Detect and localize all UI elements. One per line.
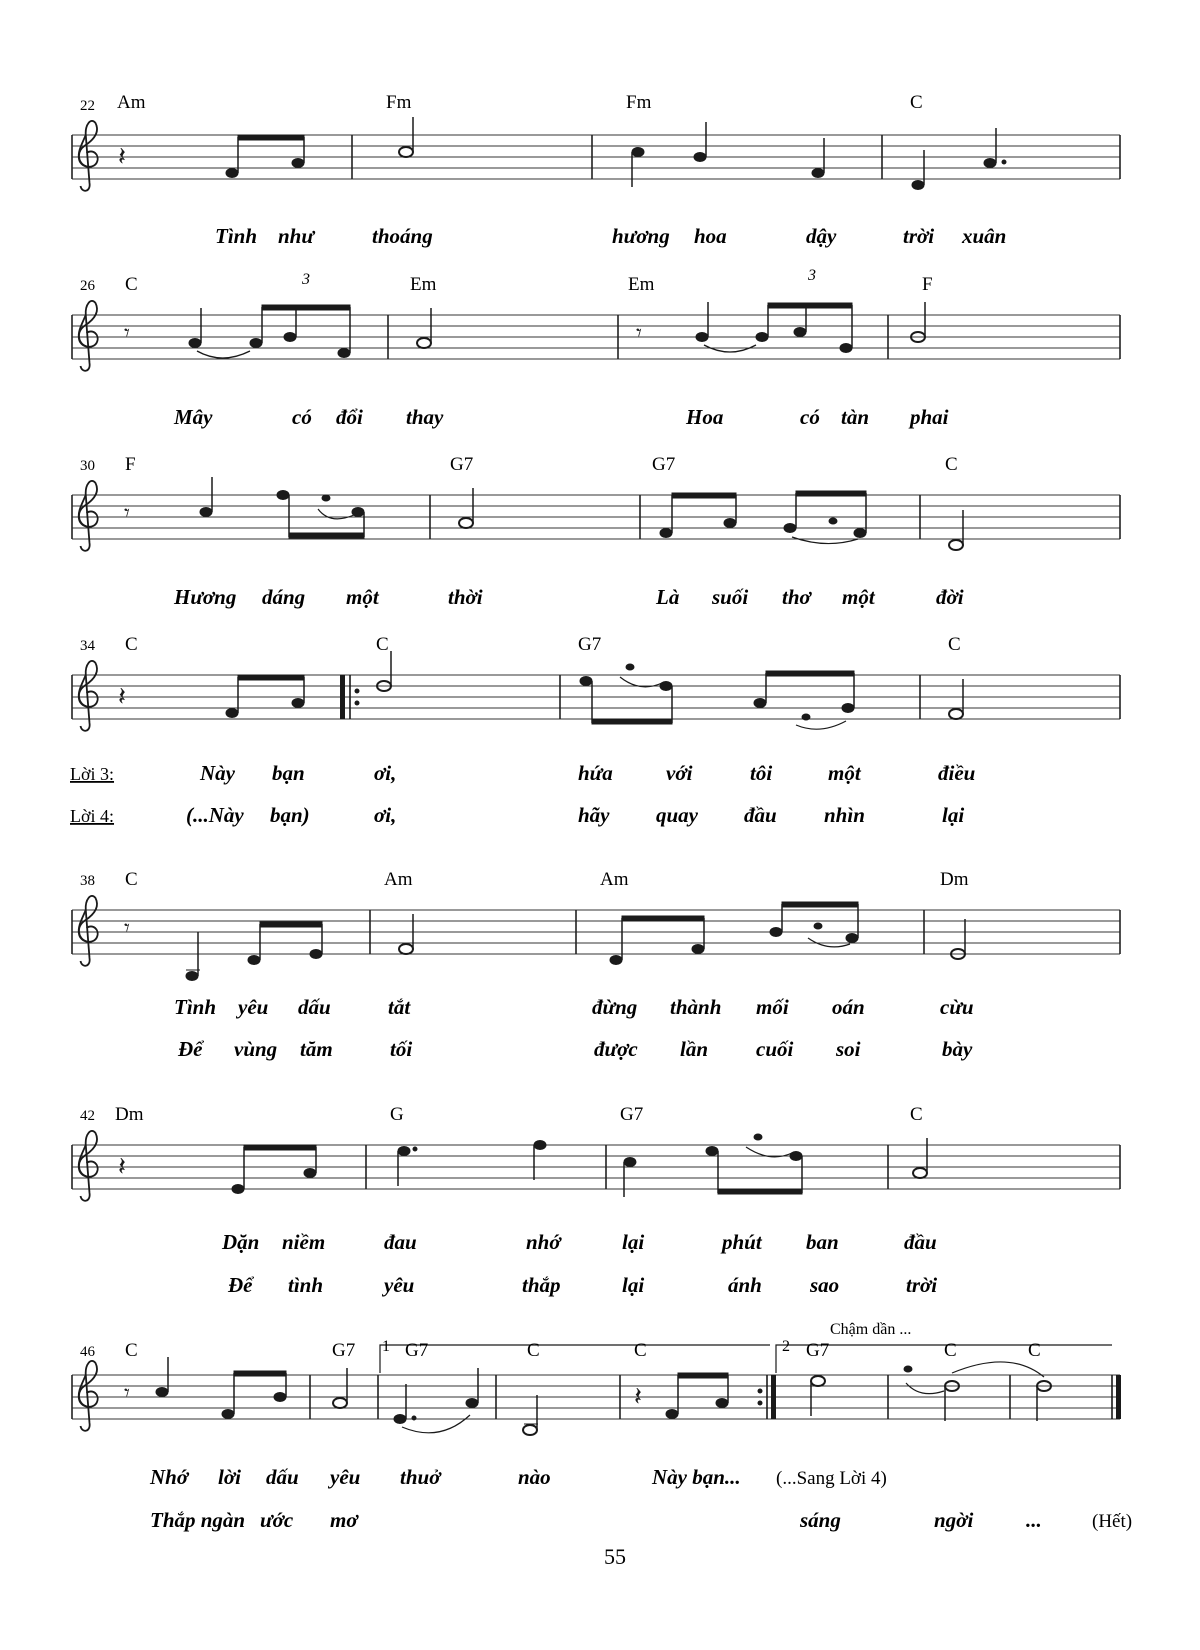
- system-26: [72, 301, 1120, 371]
- lyrics-line: [173, 405, 949, 429]
- measure-number: 42: [80, 1108, 95, 1124]
- system-42: [72, 1131, 1120, 1201]
- lyric-syllable: trời: [903, 224, 935, 248]
- chord-symbol: G: [390, 1104, 404, 1125]
- lyric-syllable: yêu: [238, 995, 269, 1019]
- lyrics-line: [149, 1465, 741, 1489]
- lyric-syllable: tàn: [841, 405, 870, 429]
- lyrics-line: [174, 995, 974, 1019]
- treble-clef-icon: [79, 1131, 98, 1201]
- lyric-syllable: soi: [836, 1037, 861, 1061]
- chord-symbols: [125, 634, 961, 655]
- lyric-syllable: với: [666, 761, 693, 785]
- volta-number: 2: [782, 1338, 790, 1355]
- treble-clef-icon: [79, 121, 98, 191]
- lyric-syllable: như: [278, 224, 314, 248]
- lyric-syllable: một: [828, 761, 861, 785]
- lyric-syllable: hãy: [578, 803, 610, 827]
- lyric-syllable: tôi: [750, 761, 773, 785]
- chord-symbol: C: [527, 1340, 540, 1361]
- lyric-syllable: dấu: [298, 995, 331, 1019]
- chord-symbols: [117, 92, 923, 113]
- lyric-syllable: yêu: [330, 1465, 361, 1489]
- chord-symbol: Am: [117, 92, 146, 113]
- chord-symbols: [115, 1104, 923, 1125]
- lyrics-line: [150, 1508, 1042, 1532]
- lyric-syllable: oán: [832, 995, 865, 1019]
- verse-label: Lời 3:: [70, 764, 115, 784]
- svg-text:𝄽: 𝄽: [118, 1152, 126, 1181]
- lyric-syllable: một: [346, 585, 379, 609]
- chord-symbol: Dm: [115, 1104, 144, 1125]
- lyric-syllable: ...: [1026, 1508, 1042, 1532]
- lyric-syllable: Là: [656, 585, 680, 609]
- lyric-syllable: vùng: [234, 1037, 278, 1061]
- lyric-syllable: quay: [656, 803, 698, 827]
- chord-symbol: C: [634, 1340, 647, 1361]
- measure-number: 34: [80, 638, 95, 654]
- measure-number: 30: [80, 458, 95, 474]
- chord-symbols: [125, 869, 969, 890]
- measure-number: 46: [80, 1344, 95, 1360]
- triplet-mark: 3: [808, 267, 816, 284]
- lyric-syllable: Để: [178, 1037, 203, 1061]
- chord-symbol: F: [922, 274, 933, 295]
- chord-symbol: G7: [806, 1340, 830, 1361]
- lyric-syllable: ước: [260, 1508, 294, 1532]
- lyric-syllable: ban: [806, 1230, 839, 1254]
- lyric-syllable: phai: [910, 405, 949, 429]
- treble-clef-icon: [79, 1361, 98, 1431]
- lyric-syllable: nhớ: [526, 1230, 561, 1254]
- lyrics-line: [199, 761, 975, 785]
- lyric-syllable: ngời: [934, 1508, 974, 1532]
- lyric-syllable: phút: [722, 1230, 762, 1254]
- lyric-syllable: xuân: [962, 224, 1007, 248]
- triplet-mark: 3: [302, 271, 310, 288]
- lyric-syllable: suối: [712, 585, 749, 609]
- lyric-syllable: Tình: [174, 995, 217, 1019]
- lyric-syllable: ánh: [728, 1273, 762, 1297]
- lyric-syllable: hứa: [578, 761, 613, 785]
- lyric-syllable: đầu: [744, 803, 777, 827]
- lyric-syllable: lại: [942, 803, 965, 827]
- chord-symbol: G7: [620, 1104, 644, 1125]
- lyric-syllable: tối: [390, 1037, 413, 1061]
- lyric-syllable: điều: [938, 761, 976, 785]
- lyric-syllable: Nhớ: [150, 1465, 189, 1489]
- lyrics-line: [215, 224, 1006, 248]
- svg-text:𝄽: 𝄽: [634, 1382, 642, 1411]
- lyrics-line: [173, 585, 964, 609]
- svg-text:𝄾: 𝄾: [124, 320, 130, 345]
- lyric-syllable: (...Này: [186, 803, 244, 827]
- lyric-syllable: đời: [936, 585, 964, 609]
- verse-label: Lời 4:: [70, 806, 115, 826]
- lyric-syllable: dấu: [266, 1465, 299, 1489]
- lyric-syllable: đổi: [336, 405, 363, 429]
- chord-symbol: C: [944, 1340, 957, 1361]
- lyric-syllable: bạn): [270, 803, 310, 827]
- lyric-syllable: Hương: [174, 585, 237, 609]
- lyric-syllable: thay: [406, 405, 444, 429]
- lyric-syllable: lại: [622, 1230, 645, 1254]
- tempo-marking: Chậm dần ...: [830, 1321, 912, 1338]
- system-34: [72, 651, 1120, 731]
- lyric-syllable: nào: [518, 1465, 551, 1489]
- chord-symbol: C: [125, 274, 138, 295]
- chord-symbol: G7: [578, 634, 602, 655]
- lyric-syllable: tăm: [300, 1037, 333, 1061]
- lyric-syllable: trời: [906, 1273, 938, 1297]
- volta-brackets: [380, 1345, 1112, 1373]
- lyric-syllable: lời: [218, 1465, 241, 1489]
- lyric-syllable: đầu: [904, 1230, 937, 1254]
- chord-symbol: C: [910, 92, 923, 113]
- lyric-syllable: hương: [612, 224, 670, 248]
- lyric-syllable: một: [842, 585, 875, 609]
- measure-number: 22: [80, 98, 95, 114]
- lyric-syllable: mối: [756, 995, 789, 1019]
- treble-clef-icon: [79, 661, 98, 731]
- chord-symbol: Fm: [626, 92, 652, 113]
- lyric-syllable: Mây: [174, 405, 213, 429]
- svg-text:𝄽: 𝄽: [118, 682, 126, 711]
- chord-symbols: [125, 1340, 1041, 1361]
- chord-symbol: C: [945, 454, 958, 475]
- end-marking: (Hết): [1092, 1511, 1133, 1532]
- svg-text:𝄾: 𝄾: [636, 320, 642, 345]
- treble-clef-icon: [79, 301, 98, 371]
- lyric-syllable: yêu: [384, 1273, 415, 1297]
- chord-symbol: C: [948, 634, 961, 655]
- lyrics-line: [221, 1230, 937, 1254]
- lyric-syllable: cuối: [756, 1037, 794, 1061]
- chord-symbol: Am: [384, 869, 413, 890]
- chord-symbol: Am: [600, 869, 629, 890]
- chord-symbol: G7: [450, 454, 474, 475]
- lyrics-line: [227, 1273, 937, 1297]
- chord-symbol: C: [125, 1340, 138, 1361]
- lyric-syllable: tắt: [388, 995, 411, 1019]
- chord-symbol: G7: [652, 454, 676, 475]
- lyric-syllable: nhìn: [824, 803, 865, 827]
- lyric-syllable: đau: [384, 1230, 417, 1254]
- lyric-syllable: thời: [448, 585, 483, 609]
- lyrics-line: [177, 1037, 973, 1061]
- system-38: [72, 896, 1120, 981]
- lyric-syllable: Dặn: [222, 1230, 260, 1254]
- volta-number: 1: [382, 1338, 390, 1355]
- chord-symbol: F: [125, 454, 136, 475]
- svg-text:𝄽: 𝄽: [118, 142, 126, 171]
- svg-text:𝄾: 𝄾: [124, 915, 130, 940]
- lyric-syllable: Thắp ngàn: [150, 1508, 246, 1532]
- lyric-syllable: thoáng: [372, 224, 433, 248]
- chord-symbol: Em: [410, 274, 437, 295]
- lyric-syllable: dáng: [262, 585, 306, 609]
- lyric-syllable: ơi,: [374, 761, 397, 785]
- lyric-syllable: thuở: [400, 1465, 441, 1489]
- lyric-syllable: hoa: [694, 224, 727, 248]
- lyric-syllable: Để: [228, 1273, 253, 1297]
- lyric-syllable: có: [292, 405, 312, 429]
- lyric-syllable: bạn: [272, 761, 305, 785]
- chord-symbol: C: [125, 634, 138, 655]
- lyric-syllable: đừng: [592, 995, 638, 1019]
- lyric-syllable: thơ: [782, 585, 811, 609]
- lyric-syllable: dậy: [806, 224, 837, 248]
- lyric-syllable: thành: [670, 995, 722, 1019]
- verse-jump-note: (...Sang Lời 4): [776, 1468, 887, 1489]
- lyric-syllable: mơ: [330, 1508, 358, 1532]
- measure-number: 38: [80, 873, 95, 889]
- lyric-syllable: bày: [942, 1037, 973, 1061]
- lyric-syllable: lần: [680, 1037, 709, 1061]
- lyric-syllable: cừu: [940, 995, 974, 1019]
- lyric-syllable: Hoa: [686, 405, 724, 429]
- chord-symbol: C: [125, 869, 138, 890]
- lyric-syllable: Tình: [215, 224, 258, 248]
- treble-clef-icon: [79, 896, 98, 966]
- system-30: [72, 477, 1120, 551]
- chord-symbols: [125, 454, 958, 475]
- lyrics-line: [186, 803, 964, 827]
- chord-symbol: C: [910, 1104, 923, 1125]
- lyric-syllable: Này bạn...: [652, 1465, 741, 1489]
- lyric-syllable: có: [800, 405, 820, 429]
- svg-text:𝄾: 𝄾: [124, 1380, 130, 1405]
- svg-text:𝄾: 𝄾: [124, 500, 130, 525]
- lyric-syllable: lại: [622, 1273, 645, 1297]
- lyric-syllable: ơi,: [374, 803, 397, 827]
- lyric-syllable: được: [594, 1037, 638, 1061]
- lyric-syllable: thắp: [522, 1273, 561, 1297]
- chord-symbol: Fm: [386, 92, 412, 113]
- chord-symbol: Dm: [940, 869, 969, 890]
- page-number: 55: [604, 1544, 626, 1569]
- chord-symbol: C: [1028, 1340, 1041, 1361]
- lyric-syllable: sao: [810, 1273, 840, 1297]
- chord-symbol: Em: [628, 274, 655, 295]
- chord-symbol: G7: [405, 1340, 429, 1361]
- lyric-syllable: niềm: [282, 1230, 326, 1254]
- treble-clef-icon: [79, 481, 98, 551]
- measure-number: 26: [80, 278, 95, 294]
- system-22: [72, 117, 1120, 191]
- system-46: [72, 1345, 1121, 1435]
- lyric-syllable: tình: [288, 1273, 324, 1297]
- lyric-syllable: sáng: [800, 1508, 841, 1532]
- chord-symbol: C: [376, 634, 389, 655]
- lyric-syllable: Này: [200, 761, 235, 785]
- chord-symbol: G7: [332, 1340, 356, 1361]
